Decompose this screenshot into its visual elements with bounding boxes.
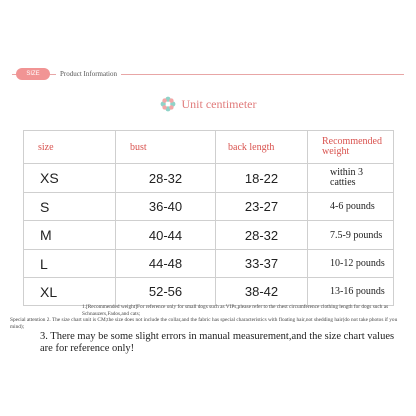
table-row — [24, 250, 394, 278]
table-row — [24, 221, 394, 250]
header-back-length: back length — [216, 131, 308, 164]
flower-icon — [160, 96, 176, 112]
size-chart-table — [23, 130, 394, 306]
note-recommended-weight: 1.[Recommended weight]For reference only for small dogs such as VIPs,please refer to the chest circumference clothing length for dogs such as Schnauzers,Fados,and cats; — [82, 304, 389, 317]
cell-weight: 7.5-9 pounds — [308, 221, 394, 250]
cell-bust: 44-48 — [116, 250, 216, 278]
cell-weight: 13-16 pounds — [308, 278, 394, 306]
cell-bust: 52-56 — [116, 278, 216, 306]
table-row — [24, 193, 394, 221]
cell-weight: 10-12 pounds — [308, 250, 394, 278]
cell-weight: within 3 catties — [308, 164, 394, 193]
cell-size: M — [24, 221, 116, 250]
cell-size: S — [24, 193, 116, 221]
section-title: Product Information — [56, 68, 121, 80]
header-recommended-weight: Recommended weight — [308, 131, 394, 164]
header-bust: bust — [116, 131, 216, 164]
cell-size: XS — [24, 164, 116, 193]
cell-back-length: 18-22 — [216, 164, 308, 193]
cell-bust: 28-32 — [116, 164, 216, 193]
cell-back-length: 33-37 — [216, 250, 308, 278]
cell-back-length: 23-27 — [216, 193, 308, 221]
cell-bust: 36-40 — [116, 193, 216, 221]
cell-back-length: 38-42 — [216, 278, 308, 306]
cell-weight: 4-6 pounds — [308, 193, 394, 221]
table-header-row — [24, 131, 394, 164]
note-special-attention: Special attention 2. The size chart unit is CM;the size does not include the collar,and the fabric has special characteristics with floating hair,not shedding hair(do not take photos if you mind); — [10, 317, 398, 330]
note-measurement-errors: 3. There may be some slight errors in manual measurement,and the size chart values are for reference only! — [40, 331, 395, 355]
size-pill-badge: SIZE — [16, 68, 50, 80]
cell-back-length: 28-32 — [216, 221, 308, 250]
unit-row — [0, 94, 416, 114]
header-size: size — [24, 131, 116, 164]
cell-bust: 40-44 — [116, 221, 216, 250]
unit-label: Unit centimeter — [181, 96, 257, 111]
table-row — [24, 278, 394, 306]
table-row — [24, 164, 394, 193]
cell-size: XL — [24, 278, 116, 306]
notes-section — [10, 304, 406, 355]
section-header — [12, 68, 404, 80]
cell-size: L — [24, 250, 116, 278]
